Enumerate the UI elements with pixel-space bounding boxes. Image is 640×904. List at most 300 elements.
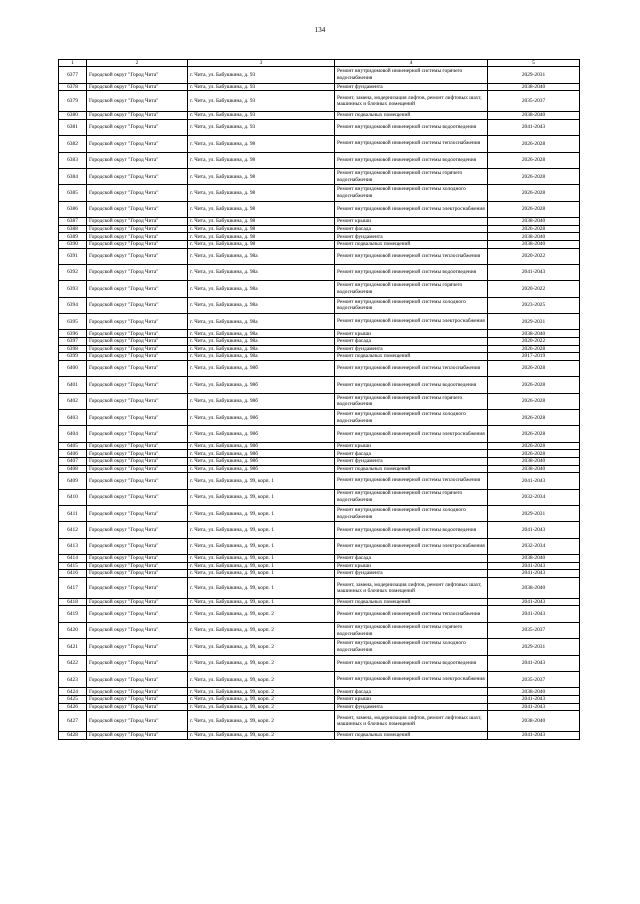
table-row [59, 91, 580, 112]
work-type-cell: Ремонт подвальных помещений [335, 732, 488, 740]
period-cell: 2041-2043 [488, 473, 580, 489]
address-cell: г. Чита, ул. Бабушкина, д. 98 [188, 201, 335, 217]
row-number-cell: 6395 [59, 314, 87, 330]
row-number-cell: 6413 [59, 538, 87, 554]
address-cell: г. Чита, ул. Бабушкина, д. 99, корп. 1 [188, 555, 335, 563]
row-number-cell: 6415 [59, 562, 87, 570]
municipality-cell: Городской округ "Город Чита" [87, 450, 188, 458]
address-cell: г. Чита, ул. Бабушкина, д. 99, корп. 2 [188, 732, 335, 740]
row-number-cell: 6408 [59, 465, 87, 473]
period-cell: 2026-2028 [488, 410, 580, 426]
row-number-cell: 6394 [59, 297, 87, 313]
address-cell: г. Чита, ул. Бабушкина, д. 99, корп. 2 [188, 672, 335, 688]
municipality-cell: Городской округ "Город Чита" [87, 233, 188, 241]
table-row [59, 185, 580, 201]
table-row [59, 136, 580, 152]
period-cell: 2041-2043 [488, 732, 580, 740]
address-cell: г. Чита, ул. Бабушкина, д. 98а [188, 314, 335, 330]
work-type-cell: Ремонт внутридомовой инженерной системы горячего водоснабжения [335, 489, 488, 505]
row-number-cell: 6418 [59, 598, 87, 606]
address-cell: г. Чита, ул. Бабушкина, д. 98 [188, 168, 335, 184]
address-cell: г. Чита, ул. Бабушкина, д. 93 [188, 119, 335, 135]
municipality-cell: Городской округ "Город Чита" [87, 353, 188, 361]
table-row [59, 473, 580, 489]
row-number-cell: 6385 [59, 185, 87, 201]
work-type-cell: Ремонт внутридомовой инженерной системы электроснабжения [335, 201, 488, 217]
address-cell: г. Чита, ул. Бабушкина, д. 93 [188, 91, 335, 112]
address-cell: г. Чита, ул. Бабушкина, д. 99, корп. 1 [188, 598, 335, 606]
address-cell: г. Чита, ул. Бабушкина, д. 99, корп. 1 [188, 522, 335, 538]
work-type-cell: Ремонт внутридомовой инженерной системы горячего водоснабжения [335, 67, 488, 83]
period-cell: 2041-2043 [488, 570, 580, 578]
page-number: 134 [314, 26, 326, 34]
table-row [59, 264, 580, 280]
work-type-cell: Ремонт внутридомовой инженерной системы теплоснабжения [335, 248, 488, 264]
period-cell: 2023-2025 [488, 297, 580, 313]
period-cell: 2038-2040 [488, 688, 580, 696]
municipality-cell: Городской округ "Город Чита" [87, 562, 188, 570]
table-row [59, 562, 580, 570]
row-number-cell: 6390 [59, 240, 87, 248]
row-number-cell: 6406 [59, 450, 87, 458]
column-header-5: 5 [488, 60, 580, 67]
work-type-cell: Ремонт крыши [335, 442, 488, 450]
row-number-cell: 6409 [59, 473, 87, 489]
work-type-cell: Ремонт, замена, модернизация лифтов, ремонт лифтовых шахт, машинных и блочных помещений [335, 91, 488, 112]
address-cell: г. Чита, ул. Бабушкина, д. 98б [188, 377, 335, 393]
municipality-cell: Городской округ "Город Чита" [87, 711, 188, 732]
work-type-cell: Ремонт фундамента [335, 233, 488, 241]
table-row [59, 119, 580, 135]
work-type-cell: Ремонт, замена, модернизация лифтов, ремонт лифтовых шахт, машинных и блочных помещений [335, 711, 488, 732]
row-number-cell: 6423 [59, 672, 87, 688]
address-cell: г. Чита, ул. Бабушкина, д. 98а [188, 353, 335, 361]
address-cell: г. Чита, ул. Бабушкина, д. 99, корп. 2 [188, 639, 335, 655]
municipality-cell: Городской округ "Город Чита" [87, 555, 188, 563]
address-cell: г. Чита, ул. Бабушкина, д. 98 [188, 185, 335, 201]
address-cell: г. Чита, ул. Бабушкина, д. 99, корп. 1 [188, 505, 335, 521]
municipality-cell: Городской округ "Город Чита" [87, 83, 188, 91]
row-number-cell: 6381 [59, 119, 87, 135]
period-cell: 2038-2040 [488, 457, 580, 465]
table-row [59, 345, 580, 353]
row-number-cell: 6405 [59, 442, 87, 450]
row-number-cell: 6392 [59, 264, 87, 280]
row-number-cell: 6428 [59, 732, 87, 740]
work-type-cell: Ремонт внутридомовой инженерной системы водоотведения [335, 119, 488, 135]
row-number-cell: 6424 [59, 688, 87, 696]
work-type-cell: Ремонт крыши [335, 562, 488, 570]
table-body [59, 60, 580, 740]
work-type-cell: Ремонт внутридомовой инженерной системы электроснабжения [335, 426, 488, 442]
row-number-cell: 6383 [59, 152, 87, 168]
row-number-cell: 6414 [59, 555, 87, 563]
work-type-cell: Ремонт внутридомовой инженерной системы электроснабжения [335, 538, 488, 554]
municipality-cell: Городской округ "Город Чита" [87, 622, 188, 638]
municipality-cell: Городской округ "Город Чита" [87, 281, 188, 297]
table-row [59, 598, 580, 606]
row-number-cell: 6417 [59, 577, 87, 598]
address-cell: г. Чита, ул. Бабушкина, д. 98а [188, 281, 335, 297]
address-cell: г. Чита, ул. Бабушкина, д. 99, корп. 2 [188, 703, 335, 711]
row-number-cell: 6379 [59, 91, 87, 112]
work-type-cell: Ремонт внутридомовой инженерной системы водоотведения [335, 152, 488, 168]
work-type-cell: Ремонт внутридомовой инженерной системы горячего водоснабжения [335, 393, 488, 409]
row-number-cell: 6389 [59, 233, 87, 241]
table-row [59, 338, 580, 346]
municipality-cell: Городской округ "Город Чита" [87, 297, 188, 313]
period-cell: 2041-2043 [488, 264, 580, 280]
municipality-cell: Городской округ "Город Чита" [87, 377, 188, 393]
work-type-cell: Ремонт фундамента [335, 570, 488, 578]
table-row [59, 457, 580, 465]
row-number-cell: 6401 [59, 377, 87, 393]
address-cell: г. Чита, ул. Бабушкина, д. 99, корп. 1 [188, 570, 335, 578]
period-cell: 2026-2028 [488, 168, 580, 184]
period-cell: 2020-2022 [488, 338, 580, 346]
work-type-cell: Ремонт внутридомовой инженерной системы холодного водоснабжения [335, 410, 488, 426]
address-cell: г. Чита, ул. Бабушкина, д. 99, корп. 2 [188, 622, 335, 638]
table-row [59, 577, 580, 598]
table-row [59, 465, 580, 473]
period-cell: 2017-2019 [488, 353, 580, 361]
row-number-cell: 6402 [59, 393, 87, 409]
period-cell: 2038-2040 [488, 218, 580, 226]
work-type-cell: Ремонт внутридомовой инженерной системы горячего водоснабжения [335, 168, 488, 184]
address-cell: г. Чита, ул. Бабушкина, д. 99, корп. 2 [188, 655, 335, 671]
table-row [59, 450, 580, 458]
municipality-cell: Городской округ "Город Чита" [87, 672, 188, 688]
municipality-cell: Городской округ "Город Чита" [87, 639, 188, 655]
period-cell: 2038-2040 [488, 233, 580, 241]
work-type-cell: Ремонт фундамента [335, 457, 488, 465]
table-row [59, 538, 580, 554]
row-number-cell: 6412 [59, 522, 87, 538]
municipality-cell: Городской округ "Город Чита" [87, 248, 188, 264]
address-cell: г. Чита, ул. Бабушкина, д. 98 [188, 225, 335, 233]
period-cell: 2026-2028 [488, 393, 580, 409]
row-number-cell: 6419 [59, 606, 87, 622]
address-cell: г. Чита, ул. Бабушкина, д. 98а [188, 330, 335, 338]
period-cell: 2029-2031 [488, 639, 580, 655]
municipality-cell: Городской округ "Город Чита" [87, 152, 188, 168]
work-type-cell: Ремонт фундамента [335, 703, 488, 711]
row-number-cell: 6387 [59, 218, 87, 226]
table-row [59, 168, 580, 184]
address-cell: г. Чита, ул. Бабушкина, д. 98б [188, 426, 335, 442]
work-type-cell: Ремонт внутридомовой инженерной системы электроснабжения [335, 672, 488, 688]
column-header-4: 4 [335, 60, 488, 67]
work-type-cell: Ремонт внутридомовой инженерной системы холодного водоснабжения [335, 639, 488, 655]
table-row [59, 426, 580, 442]
municipality-cell: Городской округ "Город Чита" [87, 225, 188, 233]
municipality-cell: Городской округ "Город Чита" [87, 201, 188, 217]
work-type-cell: Ремонт фасада [335, 225, 488, 233]
row-number-cell: 6388 [59, 225, 87, 233]
municipality-cell: Городской округ "Город Чита" [87, 703, 188, 711]
address-cell: г. Чита, ул. Бабушкина, д. 98 [188, 218, 335, 226]
row-number-cell: 6407 [59, 457, 87, 465]
table-row [59, 233, 580, 241]
address-cell: г. Чита, ул. Бабушкина, д. 99, корп. 2 [188, 696, 335, 704]
table-row [59, 703, 580, 711]
table-row [59, 297, 580, 313]
period-cell: 2026-2028 [488, 360, 580, 376]
table-row [59, 688, 580, 696]
row-number-cell: 6386 [59, 201, 87, 217]
row-number-cell: 6410 [59, 489, 87, 505]
municipality-cell: Городской округ "Город Чита" [87, 655, 188, 671]
period-cell: 2038-2040 [488, 330, 580, 338]
row-number-cell: 6425 [59, 696, 87, 704]
work-type-cell: Ремонт внутридомовой инженерной системы горячего водоснабжения [335, 281, 488, 297]
table-row [59, 225, 580, 233]
address-cell: г. Чита, ул. Бабушкина, д. 98б [188, 410, 335, 426]
municipality-cell: Городской округ "Город Чита" [87, 112, 188, 120]
work-type-cell: Ремонт внутридомовой инженерной системы теплоснабжения [335, 136, 488, 152]
row-number-cell: 6403 [59, 410, 87, 426]
table-row [59, 711, 580, 732]
row-number-cell: 6411 [59, 505, 87, 521]
row-number-cell: 6378 [59, 83, 87, 91]
work-type-cell: Ремонт внутридомовой инженерной системы водоотведения [335, 264, 488, 280]
table-row [59, 622, 580, 638]
table-row [59, 639, 580, 655]
table-row [59, 330, 580, 338]
address-cell: г. Чита, ул. Бабушкина, д. 98б [188, 360, 335, 376]
table-row [59, 201, 580, 217]
period-cell: 2038-2040 [488, 555, 580, 563]
address-cell: г. Чита, ул. Бабушкина, д. 98б [188, 450, 335, 458]
row-number-cell: 6427 [59, 711, 87, 732]
table-row [59, 240, 580, 248]
table-row [59, 393, 580, 409]
address-cell: г. Чита, ул. Бабушкина, д. 98б [188, 465, 335, 473]
period-cell: 2041-2043 [488, 655, 580, 671]
work-type-cell: Ремонт фундамента [335, 345, 488, 353]
row-number-cell: 6398 [59, 345, 87, 353]
work-type-cell: Ремонт подвальных помещений [335, 112, 488, 120]
work-type-cell: Ремонт подвальных помещений [335, 240, 488, 248]
table-row [59, 360, 580, 376]
municipality-cell: Городской округ "Город Чита" [87, 410, 188, 426]
municipality-cell: Городской округ "Город Чита" [87, 345, 188, 353]
municipality-cell: Городской округ "Город Чита" [87, 732, 188, 740]
row-number-cell: 6380 [59, 112, 87, 120]
period-cell: 2038-2040 [488, 112, 580, 120]
table-row [59, 655, 580, 671]
work-type-cell: Ремонт подвальных помещений [335, 353, 488, 361]
municipality-cell: Городской округ "Город Чита" [87, 330, 188, 338]
period-cell: 2041-2043 [488, 696, 580, 704]
table-row [59, 152, 580, 168]
row-number-cell: 6397 [59, 338, 87, 346]
period-cell: 2026-2028 [488, 201, 580, 217]
table-row [59, 112, 580, 120]
work-type-cell: Ремонт подвальных помещений [335, 598, 488, 606]
municipality-cell: Городской округ "Город Чита" [87, 457, 188, 465]
row-number-cell: 6393 [59, 281, 87, 297]
work-type-cell: Ремонт подвальных помещений [335, 465, 488, 473]
period-cell: 2041-2043 [488, 119, 580, 135]
period-cell: 2035-2037 [488, 672, 580, 688]
municipality-cell: Городской округ "Город Чита" [87, 168, 188, 184]
address-cell: г. Чита, ул. Бабушкина, д. 98а [188, 297, 335, 313]
municipality-cell: Городской округ "Город Чита" [87, 338, 188, 346]
table-row [59, 67, 580, 83]
municipality-cell: Городской округ "Город Чита" [87, 119, 188, 135]
municipality-cell: Городской округ "Город Чита" [87, 505, 188, 521]
period-cell: 2041-2043 [488, 703, 580, 711]
table-row [59, 672, 580, 688]
work-type-cell: Ремонт внутридомовой инженерной системы электроснабжения [335, 314, 488, 330]
address-cell: г. Чита, ул. Бабушкина, д. 99, корп. 1 [188, 538, 335, 554]
address-cell: г. Чита, ул. Бабушкина, д. 99, корп. 2 [188, 688, 335, 696]
work-type-cell: Ремонт фасада [335, 555, 488, 563]
capital-repair-table [58, 59, 580, 740]
period-cell: 2026-2028 [488, 152, 580, 168]
municipality-cell: Городской округ "Город Чита" [87, 538, 188, 554]
address-cell: г. Чита, ул. Бабушкина, д. 98б [188, 442, 335, 450]
address-cell: г. Чита, ул. Бабушкина, д. 99, корп. 1 [188, 473, 335, 489]
table-row [59, 377, 580, 393]
work-type-cell: Ремонт крыши [335, 330, 488, 338]
municipality-cell: Городской округ "Город Чита" [87, 473, 188, 489]
period-cell: 2032-2034 [488, 489, 580, 505]
period-cell: 2041-2043 [488, 522, 580, 538]
address-cell: г. Чита, ул. Бабушкина, д. 93 [188, 67, 335, 83]
table-row [59, 442, 580, 450]
period-cell: 2038-2040 [488, 577, 580, 598]
period-cell: 2032-2034 [488, 538, 580, 554]
municipality-cell: Городской округ "Город Чита" [87, 218, 188, 226]
period-cell: 2026-2028 [488, 426, 580, 442]
column-header-2: 2 [87, 60, 188, 67]
period-cell: 2041-2043 [488, 606, 580, 622]
table-row [59, 281, 580, 297]
table-row [59, 248, 580, 264]
municipality-cell: Городской округ "Город Чита" [87, 442, 188, 450]
work-type-cell: Ремонт внутридомовой инженерной системы водоотведения [335, 522, 488, 538]
municipality-cell: Городской округ "Город Чита" [87, 522, 188, 538]
column-header-3: 3 [188, 60, 335, 67]
period-cell: 2020-2022 [488, 248, 580, 264]
address-cell: г. Чита, ул. Бабушкина, д. 98 [188, 136, 335, 152]
address-cell: г. Чита, ул. Бабушкина, д. 99, корп. 1 [188, 489, 335, 505]
municipality-cell: Городской округ "Город Чита" [87, 314, 188, 330]
work-type-cell: Ремонт внутридомовой инженерной системы холодного водоснабжения [335, 505, 488, 521]
municipality-cell: Городской округ "Город Чита" [87, 426, 188, 442]
period-cell: 2026-2028 [488, 136, 580, 152]
work-type-cell: Ремонт внутридомовой инженерной системы теплоснабжения [335, 606, 488, 622]
column-header-1: 1 [59, 60, 87, 67]
period-cell: 2020-2022 [488, 281, 580, 297]
work-type-cell: Ремонт внутридомовой инженерной системы теплоснабжения [335, 360, 488, 376]
row-number-cell: 6426 [59, 703, 87, 711]
work-type-cell: Ремонт внутридомовой инженерной системы холодного водоснабжения [335, 185, 488, 201]
municipality-cell: Городской округ "Город Чита" [87, 489, 188, 505]
table-row [59, 555, 580, 563]
municipality-cell: Городской округ "Город Чита" [87, 598, 188, 606]
table-row [59, 570, 580, 578]
work-type-cell: Ремонт внутридомовой инженерной системы водоотведения [335, 377, 488, 393]
municipality-cell: Городской округ "Город Чита" [87, 688, 188, 696]
row-number-cell: 6422 [59, 655, 87, 671]
address-cell: г. Чита, ул. Бабушкина, д. 98б [188, 457, 335, 465]
period-cell: 2041-2043 [488, 562, 580, 570]
period-cell: 2026-2028 [488, 185, 580, 201]
table-row [59, 732, 580, 740]
municipality-cell: Городской округ "Город Чита" [87, 570, 188, 578]
work-type-cell: Ремонт внутридомовой инженерной системы горячего водоснабжения [335, 622, 488, 638]
period-cell: 2038-2040 [488, 83, 580, 91]
table-row [59, 489, 580, 505]
address-cell: г. Чита, ул. Бабушкина, д. 98 [188, 152, 335, 168]
municipality-cell: Городской округ "Город Чита" [87, 136, 188, 152]
table-row [59, 606, 580, 622]
row-number-cell: 6416 [59, 570, 87, 578]
address-cell: г. Чита, ул. Бабушкина, д. 93 [188, 83, 335, 91]
municipality-cell: Городской округ "Город Чита" [87, 696, 188, 704]
address-cell: г. Чита, ул. Бабушкина, д. 98 [188, 240, 335, 248]
work-type-cell: Ремонт фасада [335, 338, 488, 346]
table-row [59, 696, 580, 704]
address-cell: г. Чита, ул. Бабушкина, д. 98а [188, 345, 335, 353]
row-number-cell: 6420 [59, 622, 87, 638]
row-number-cell: 6399 [59, 353, 87, 361]
work-type-cell: Ремонт фасада [335, 688, 488, 696]
work-type-cell: Ремонт крыши [335, 218, 488, 226]
row-number-cell: 6384 [59, 168, 87, 184]
address-cell: г. Чита, ул. Бабушкина, д. 98а [188, 338, 335, 346]
period-cell: 2038-2040 [488, 711, 580, 732]
address-cell: г. Чита, ул. Бабушкина, д. 98б [188, 393, 335, 409]
period-cell: 2029-2031 [488, 505, 580, 521]
municipality-cell: Городской округ "Город Чита" [87, 185, 188, 201]
table-row [59, 83, 580, 91]
work-type-cell: Ремонт внутридомовой инженерной системы теплоснабжения [335, 473, 488, 489]
municipality-cell: Городской округ "Город Чита" [87, 264, 188, 280]
municipality-cell: Городской округ "Город Чита" [87, 91, 188, 112]
table-row [59, 410, 580, 426]
address-cell: г. Чита, ул. Бабушкина, д. 99, корп. 2 [188, 606, 335, 622]
period-cell: 2038-2040 [488, 240, 580, 248]
period-cell: 2041-2043 [488, 598, 580, 606]
work-type-cell: Ремонт фасада [335, 450, 488, 458]
address-cell: г. Чита, ул. Бабушкина, д. 99, корп. 1 [188, 562, 335, 570]
table-row [59, 505, 580, 521]
work-type-cell: Ремонт крыши [335, 696, 488, 704]
period-cell: 2026-2028 [488, 442, 580, 450]
municipality-cell: Городской округ "Город Чита" [87, 577, 188, 598]
period-cell: 2026-2028 [488, 225, 580, 233]
period-cell: 2026-2028 [488, 450, 580, 458]
row-number-cell: 6382 [59, 136, 87, 152]
period-cell: 2029-2031 [488, 67, 580, 83]
municipality-cell: Городской округ "Город Чита" [87, 67, 188, 83]
row-number-cell: 6400 [59, 360, 87, 376]
row-number-cell: 6377 [59, 67, 87, 83]
period-cell: 2026-2028 [488, 377, 580, 393]
municipality-cell: Городской округ "Город Чита" [87, 360, 188, 376]
address-cell: г. Чита, ул. Бабушкина, д. 99, корп. 1 [188, 577, 335, 598]
work-type-cell: Ремонт фундамента [335, 83, 488, 91]
row-number-cell: 6404 [59, 426, 87, 442]
row-number-cell: 6391 [59, 248, 87, 264]
work-type-cell: Ремонт внутридомовой инженерной системы холодного водоснабжения [335, 297, 488, 313]
period-cell: 2029-2031 [488, 314, 580, 330]
table-row [59, 314, 580, 330]
